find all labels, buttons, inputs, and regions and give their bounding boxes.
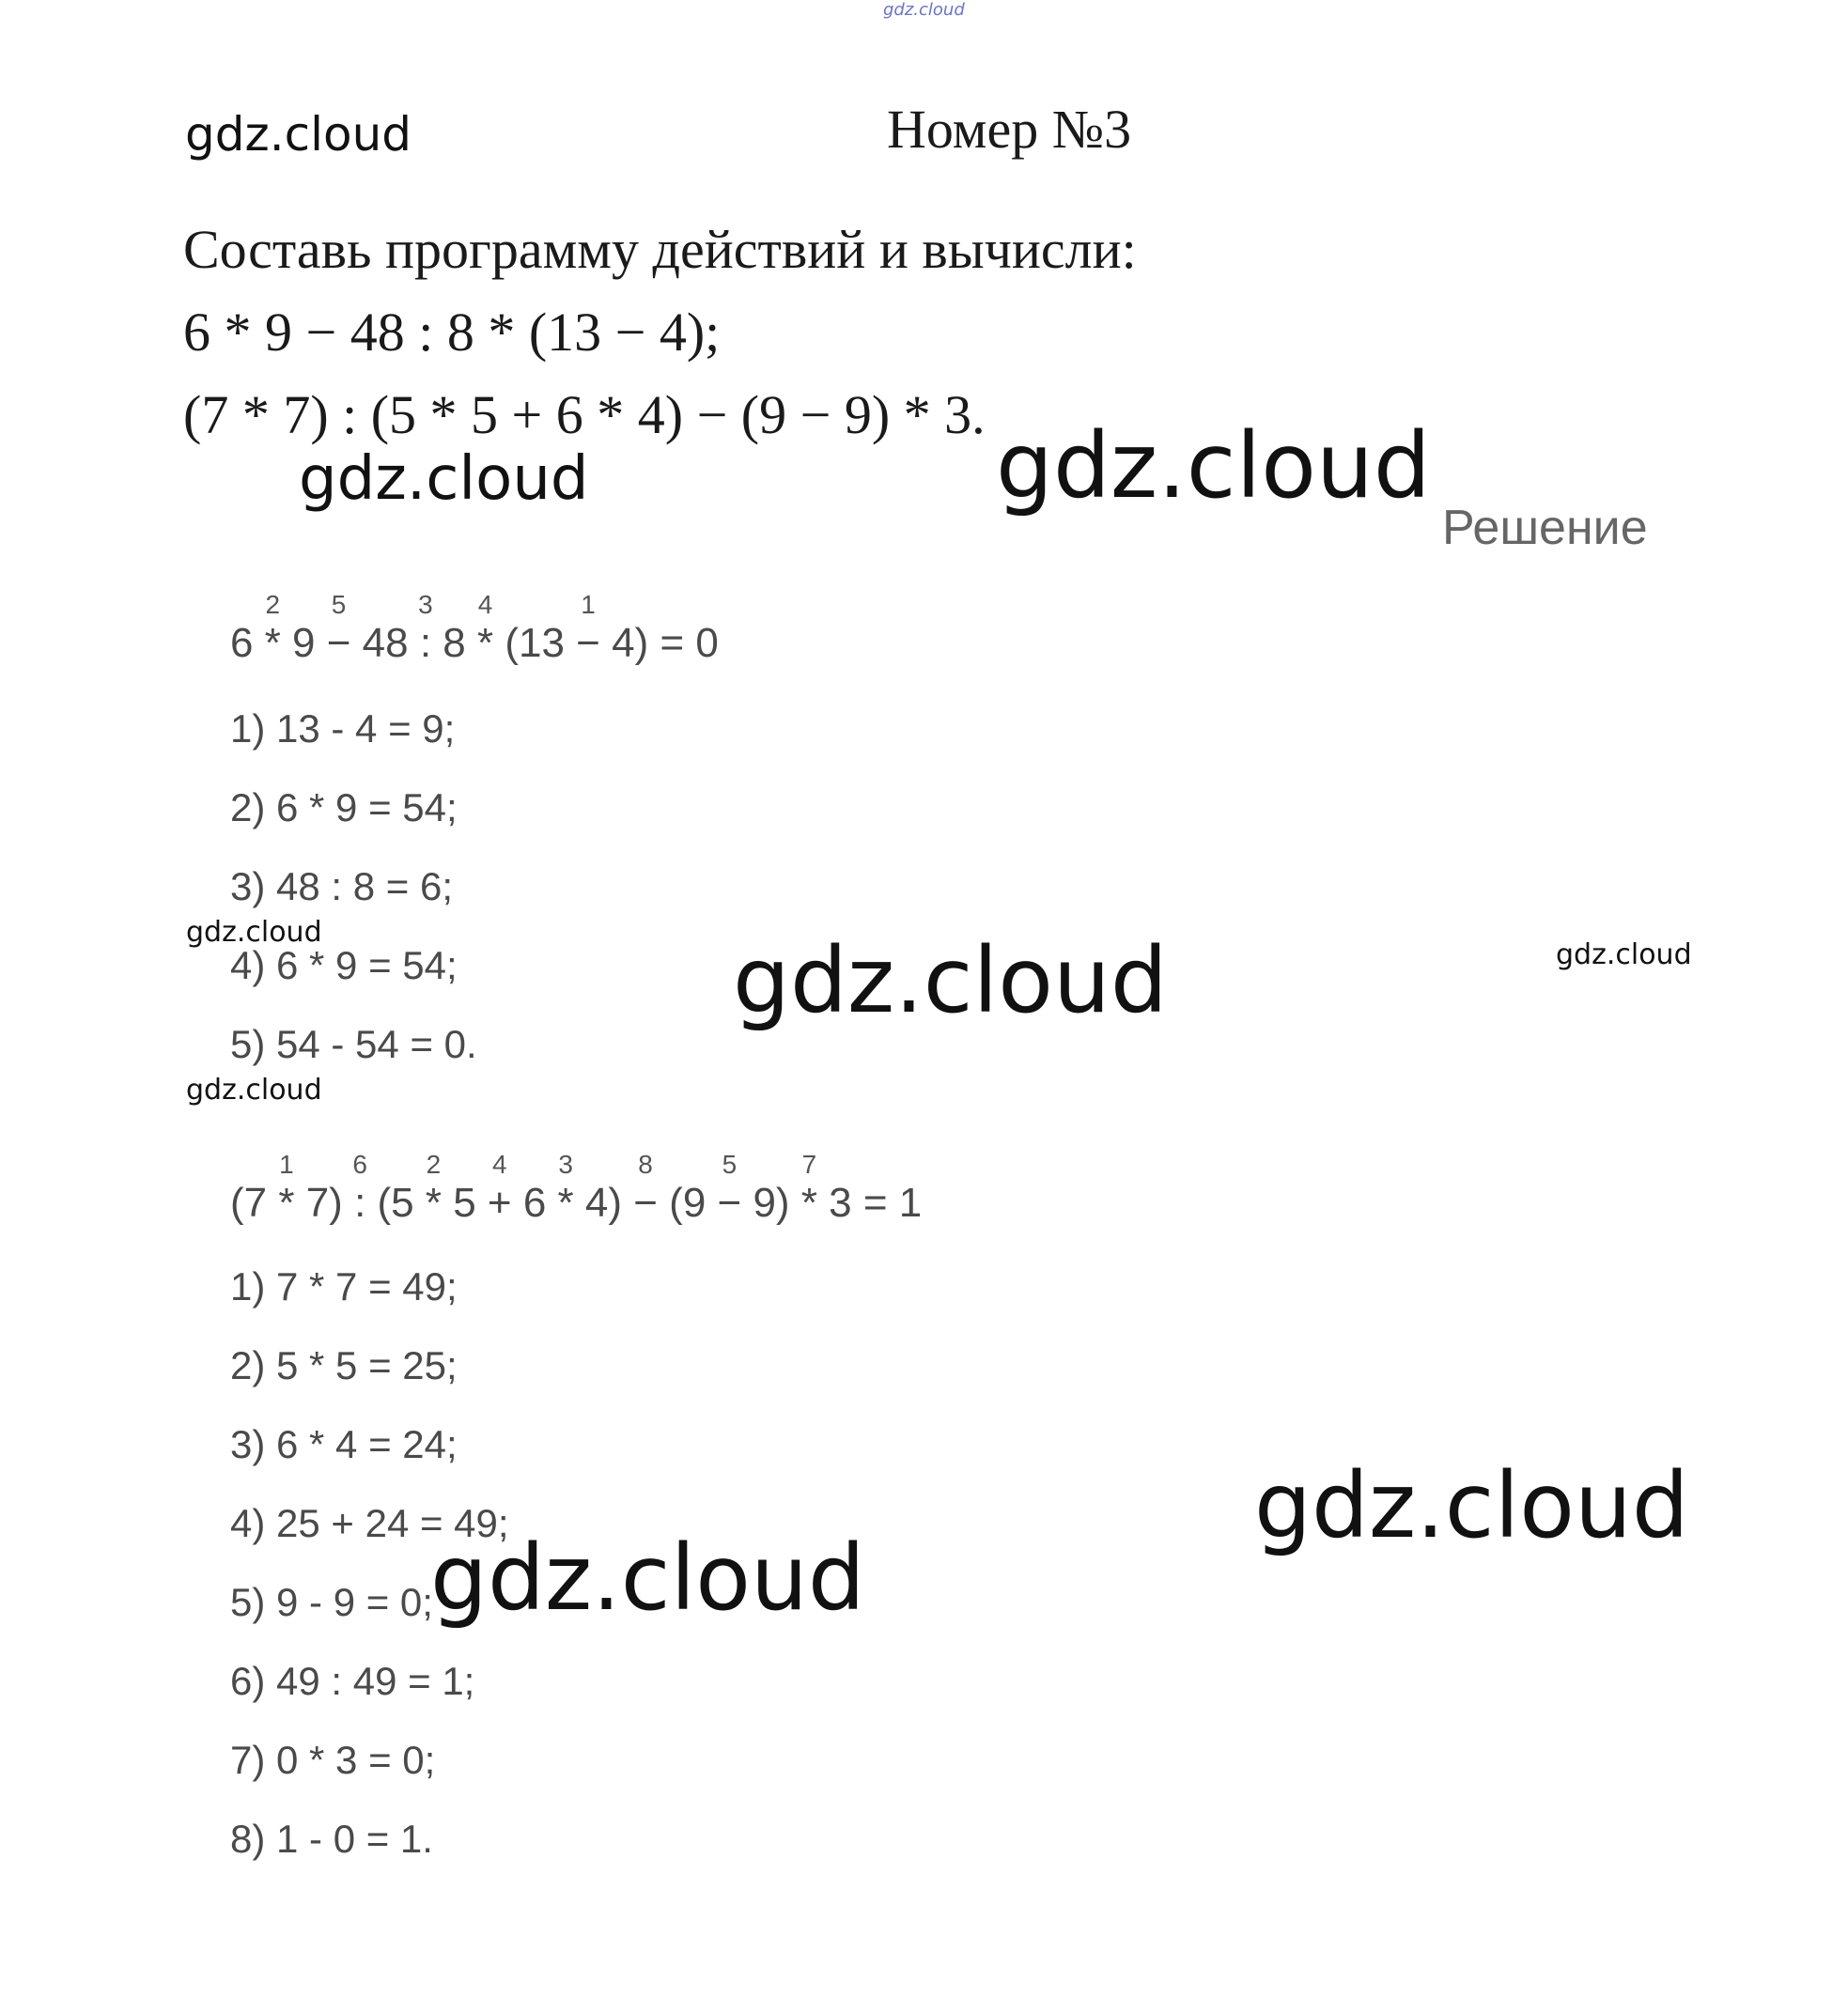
solution-2-step: 7) 0 * 3 = 0; bbox=[230, 1738, 436, 1782]
solution-2-step: 4) 25 + 24 = 49; bbox=[230, 1501, 509, 1545]
solution-2-step: 3) 6 * 4 = 24; bbox=[230, 1422, 458, 1466]
task-expression-2: (7 * 7) : (5 * 5 + 6 * 4) − (9 − 9) * 3. bbox=[183, 384, 986, 445]
solution-1-step: 4) 6 * 9 = 54; bbox=[230, 943, 458, 987]
watermark: gdz.cloud bbox=[1556, 938, 1692, 971]
watermark: gdz.cloud bbox=[1254, 1453, 1689, 1558]
solution-1-step: 2) 6 * 9 = 54; bbox=[230, 785, 458, 829]
solution-1-step: 5) 54 - 54 = 0. bbox=[230, 1022, 477, 1066]
watermark: gdz.cloud bbox=[186, 916, 322, 949]
watermark-header: gdz.cloud bbox=[185, 107, 412, 162]
task-prompt: Составь программу действий и вычисли: bbox=[183, 219, 1137, 280]
watermark-top: gdz.cloud bbox=[883, 0, 965, 20]
watermark: gdz.cloud bbox=[430, 1525, 865, 1631]
watermark: gdz.cloud bbox=[733, 928, 1168, 1033]
solution-1-expression: 6 * 2 9 − 5 48 : 3 8 * 4 (13 − 1 4) = 0 bbox=[230, 590, 719, 666]
solution-2-step: 6) 49 : 49 = 1; bbox=[230, 1659, 475, 1703]
solution-label: Решение bbox=[1442, 501, 1648, 555]
page-title: Номер №3 bbox=[887, 99, 1132, 160]
solution-2-step: 5) 9 - 9 = 0; bbox=[230, 1580, 433, 1624]
task-expression-1: 6 * 9 − 48 : 8 * (13 − 4); bbox=[183, 302, 721, 363]
watermark: gdz.cloud bbox=[186, 1074, 322, 1107]
solution-1-step: 3) 48 : 8 = 6; bbox=[230, 864, 453, 908]
watermark: gdz.cloud bbox=[996, 413, 1431, 519]
solution-1-step: 1) 13 - 4 = 9; bbox=[230, 706, 456, 751]
watermark: gdz.cloud bbox=[299, 444, 589, 514]
solution-2-step: 1) 7 * 7 = 49; bbox=[230, 1264, 458, 1308]
solution-2-step: 2) 5 * 5 = 25; bbox=[230, 1343, 458, 1387]
solution-2-step: 8) 1 - 0 = 1. bbox=[230, 1817, 433, 1861]
solution-2-expression: (7 * 1 7) : 6 (5 * 2 5 + 4 6 * 3 4) − 8 (9 − 5 9) * 7 3 = 1 bbox=[230, 1150, 923, 1226]
